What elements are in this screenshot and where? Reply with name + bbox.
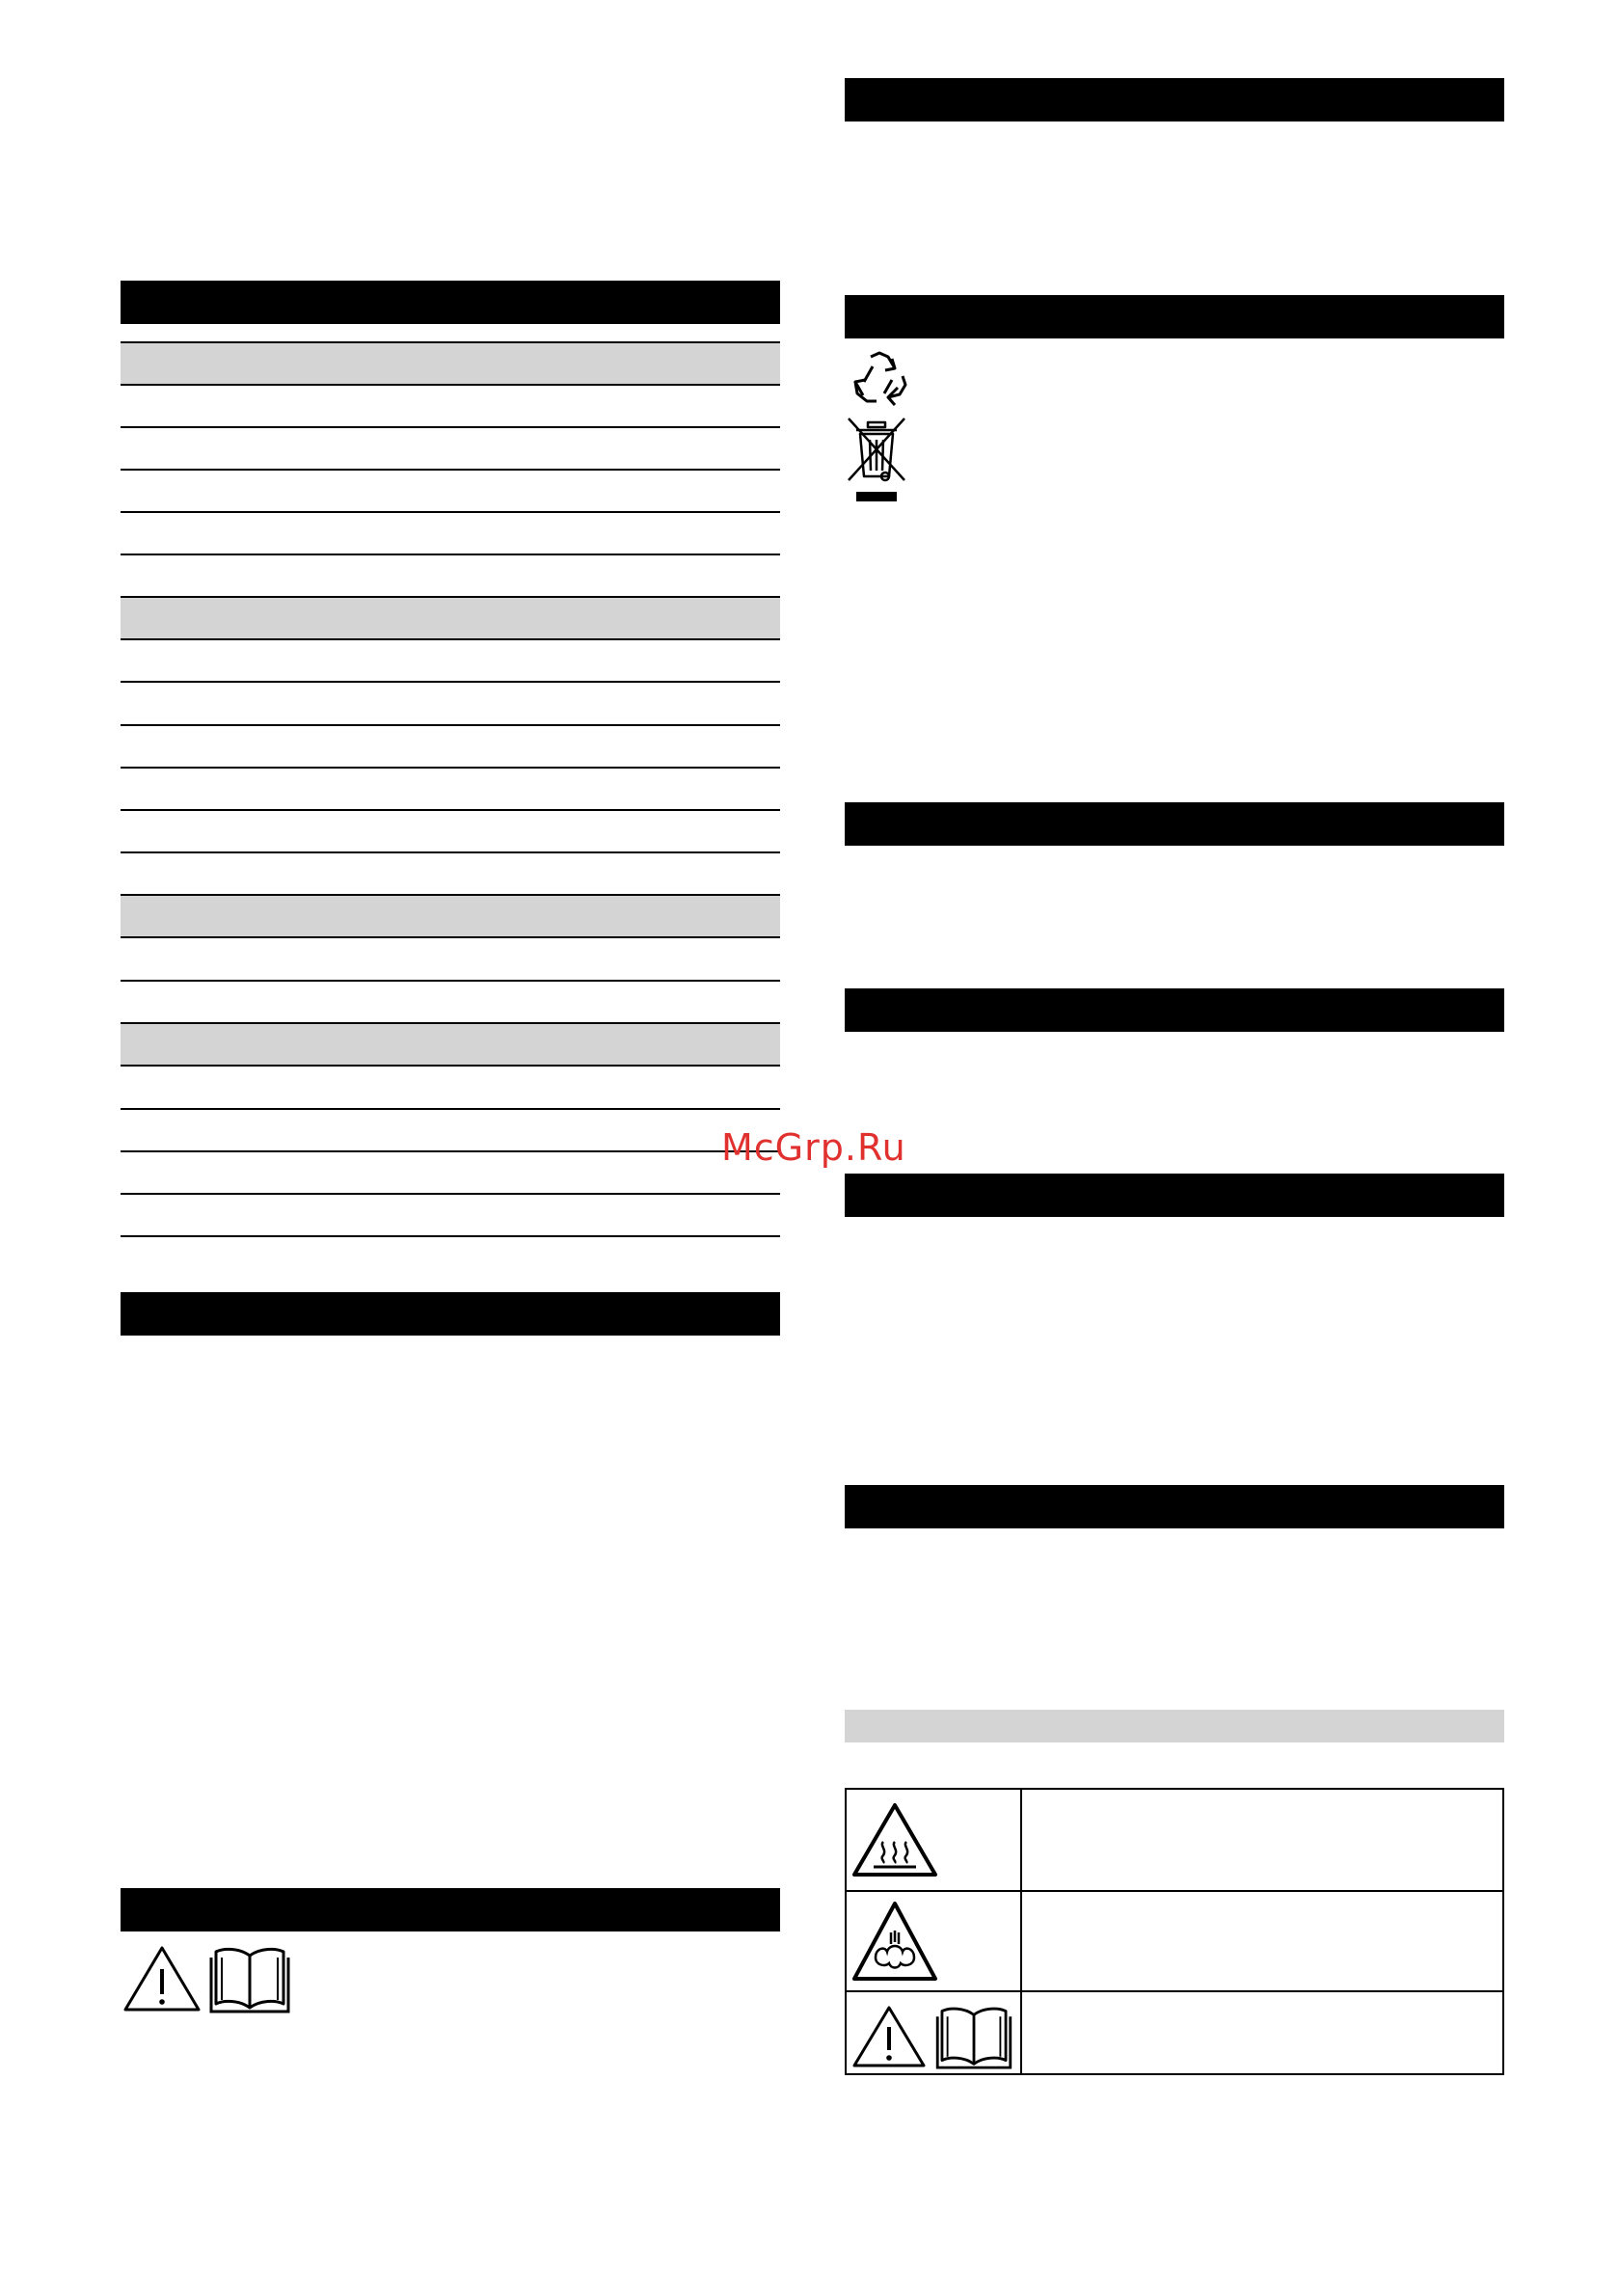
table-row-line: [121, 894, 780, 896]
spec-group-band-1: [121, 343, 780, 384]
table-row-line: [121, 384, 780, 386]
table-row-line: [121, 809, 780, 811]
table-row-line: [121, 724, 780, 726]
section-header-bar: [845, 988, 1504, 1032]
table-row-line: [121, 1150, 780, 1152]
table-row-line: [121, 851, 780, 853]
spec-group-band-2: [121, 598, 780, 638]
table-row-divider: [847, 1890, 1502, 1892]
table-row-line: [121, 1108, 780, 1110]
table-row-line: [121, 1193, 780, 1195]
warning-triangle-icon: [121, 1944, 202, 2013]
table-row-line: [121, 341, 780, 343]
symbol-table: [845, 1788, 1504, 2075]
safety-section-header-bar: [121, 1888, 780, 1931]
table-row-line: [121, 980, 780, 982]
table-row-line: [121, 426, 780, 428]
table-column-divider: [1020, 1790, 1022, 2073]
technical-data-header-bar: [121, 281, 780, 324]
symbols-subheader-band: [845, 1710, 1504, 1742]
table-row-line: [121, 638, 780, 640]
read-manual-icon: [933, 2004, 1014, 2069]
table-row-line: [121, 681, 780, 683]
table-row-line: [121, 554, 780, 555]
section-header-bar: [845, 1485, 1504, 1528]
section-header-bar: [845, 78, 1504, 122]
section-header-bar: [845, 1174, 1504, 1217]
table-row-line: [121, 1065, 780, 1067]
table-row-line: [121, 1022, 780, 1024]
hot-surface-warning-icon: [850, 1801, 939, 1880]
steam-warning-icon: [850, 1900, 939, 1985]
section-header-bar: [121, 1292, 780, 1336]
section-header-bar: [845, 802, 1504, 846]
table-row-line: [121, 1235, 780, 1237]
table-row-line: [121, 767, 780, 769]
table-row-line: [121, 936, 780, 938]
table-row-line: [121, 596, 780, 598]
table-row-line: [121, 511, 780, 513]
warning-triangle-icon: [850, 2004, 928, 2069]
spec-group-band-4: [121, 1024, 780, 1065]
spec-group-band-3: [121, 896, 780, 936]
read-manual-icon: [208, 1944, 291, 2013]
recycling-icon: [850, 349, 909, 409]
crossed-out-bin-icon: [845, 417, 908, 503]
table-row-line: [121, 469, 780, 471]
watermark-text: McGrp.Ru: [721, 1126, 906, 1169]
environmental-protection-header-bar: [845, 295, 1504, 338]
table-row-divider: [847, 1990, 1502, 1992]
